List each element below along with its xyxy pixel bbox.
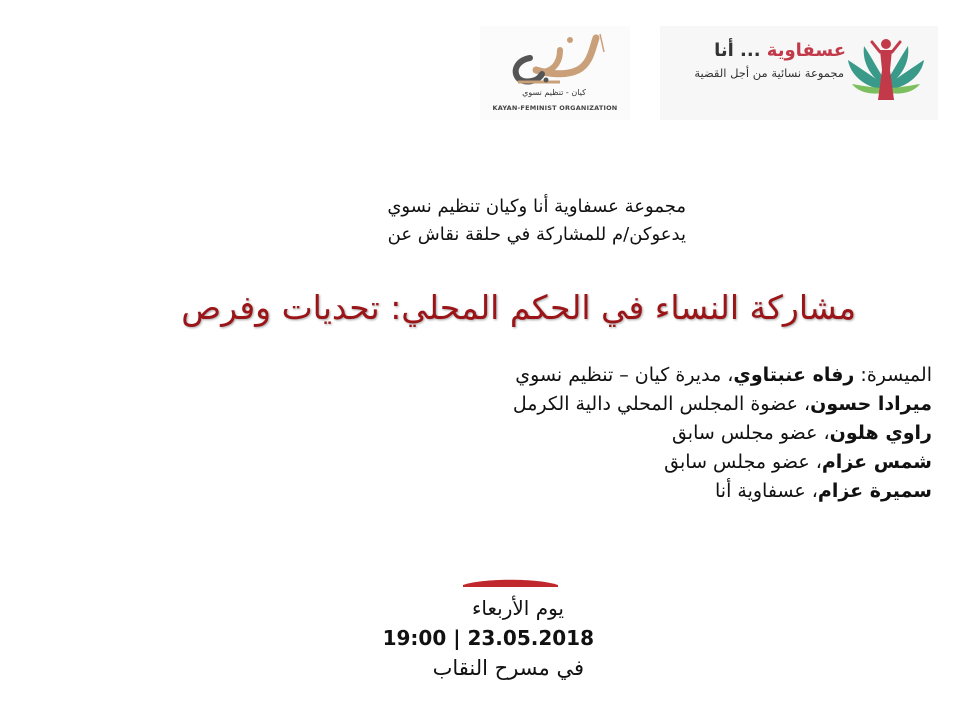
speaker-role: ، عضوة المجلس المحلي دالية الكرمل: [512, 393, 811, 415]
speaker-3: [672, 422, 932, 444]
speaker-moderator: [515, 364, 932, 386]
speaker-role: ، عضو مجلس سابق: [671, 422, 830, 444]
asfawia-logo-title-prefix: عسفاوية: [766, 40, 846, 61]
speaker-2: [513, 393, 932, 415]
invitation-line-2: يدعوكن/م للمشاركة في حلقة نقاش عن: [387, 224, 686, 245]
kayan-logo-subtitle: كيان - تنظيم نسوي: [522, 88, 586, 97]
speaker-role: ، عضو مجلس سابق: [664, 451, 822, 473]
speaker-prefix: الميسرة:: [854, 364, 932, 386]
event-day: يوم الأربعاء: [472, 596, 564, 620]
asfawia-logo-title: [714, 40, 846, 61]
kayan-logo-english: KAYAN-FEMINIST ORGANIZATION: [492, 104, 618, 112]
asfawia-logo-subtitle: مجموعة نسائية من أجل القضية: [694, 66, 844, 80]
event-datetime: 19:00 | 23.05.2018: [382, 626, 594, 650]
woman-flower-icon: [844, 30, 928, 114]
speaker-4: [664, 451, 932, 473]
red-divider: [463, 578, 558, 587]
speaker-name: ميرادا حسون: [810, 393, 932, 415]
asfawia-logo: [660, 26, 938, 120]
speaker-name: شمس عزام: [821, 451, 932, 473]
invitation-line-1: مجموعة عسفاوية أنا وكيان تنظيم نسوي: [387, 196, 686, 217]
speaker-5: [715, 480, 932, 502]
kayan-logo: [480, 26, 630, 120]
speaker-role: ، عسفاوية أنا: [715, 480, 818, 502]
speaker-name: رفاه عنبتاوي: [733, 364, 855, 386]
speaker-name: راوي هلون: [829, 422, 932, 444]
kayan-logo-mark-icon: [500, 30, 610, 88]
speaker-name: سميرة عزام: [817, 480, 932, 502]
event-title: مشاركة النساء في الحكم المحلي: تحديات وفرص: [181, 288, 856, 327]
asfawia-logo-title-suffix: ... أنا: [714, 40, 767, 61]
speaker-role: ، مديرة كيان – تنظيم نسوي: [515, 364, 734, 386]
event-venue: في مسرح النقاب: [432, 656, 584, 680]
